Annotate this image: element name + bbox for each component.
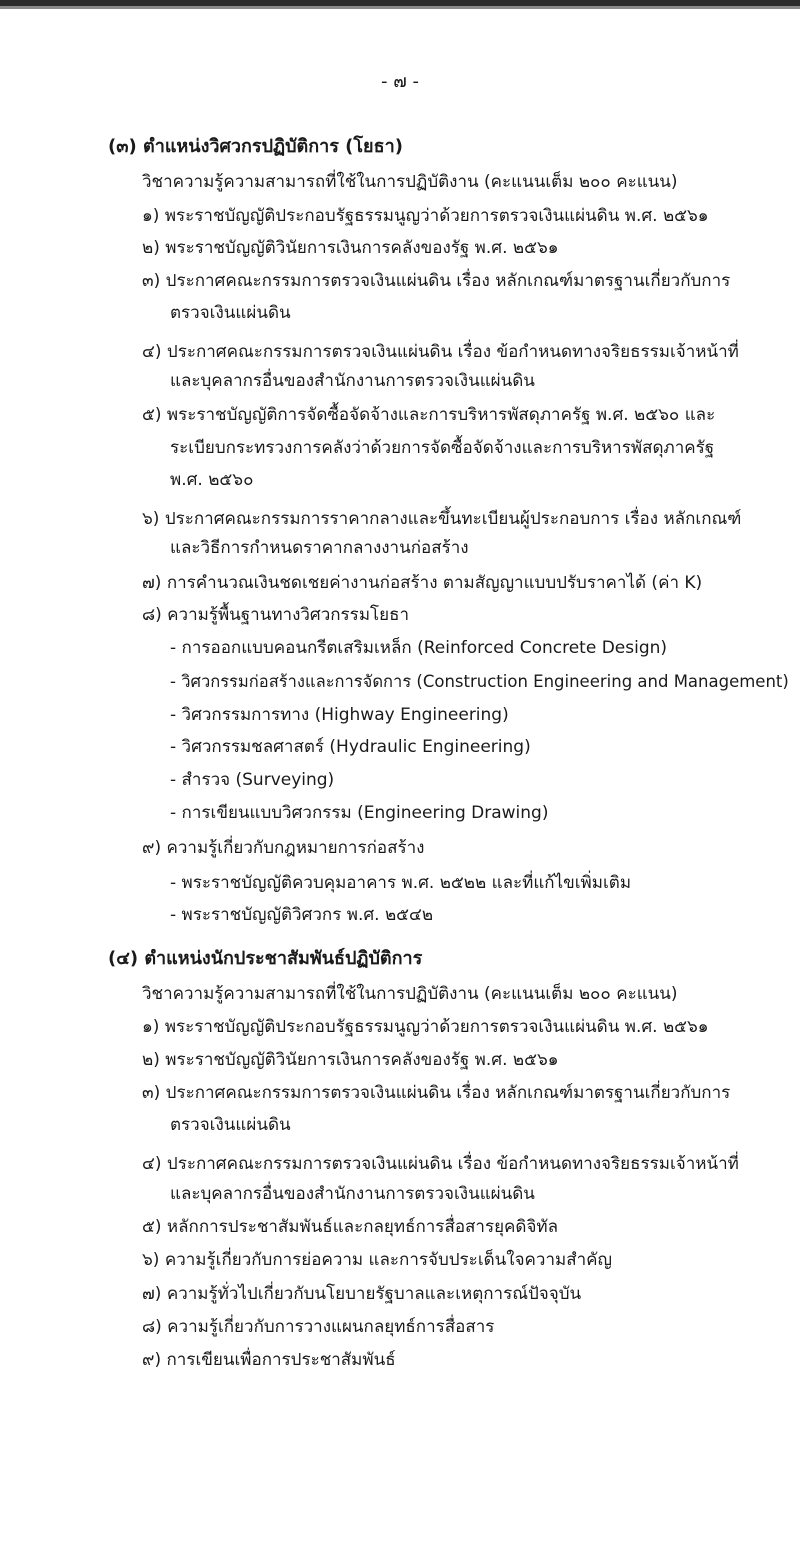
list-item: - พระราชบัญญัติควบคุมอาคาร พ.ศ. ๒๕๒๒ และที่แก้ไขเพิ่มเติม: [170, 873, 632, 893]
list-item: ๕) หลักการประชาสัมพันธ์และกลยุทธ์การสื่อสารยุคดิจิทัล: [142, 1217, 559, 1237]
list-item: ๔) ประกาศคณะกรรมการตรวจเงินแผ่นดิน เรื่อง ข้อกำหนดทางจริยธรรมเจ้าหน้าที่: [142, 342, 739, 362]
section-3-intro: วิชาความรู้ความสามารถที่ใช้ในการปฏิบัติงาน (คะแนนเต็ม ๒๐๐ คะแนน): [142, 172, 678, 192]
list-item: ๘) ความรู้พื้นฐานทางวิศวกรรมโยธา: [142, 605, 410, 625]
list-item: ตรวจเงินแผ่นดิน: [170, 1115, 291, 1135]
list-item: ๔) ประกาศคณะกรรมการตรวจเงินแผ่นดิน เรื่อง ข้อกำหนดทางจริยธรรมเจ้าหน้าที่: [142, 1154, 739, 1174]
list-item: และบุคลากรอื่นของสำนักงานการตรวจเงินแผ่นดิน: [170, 1184, 535, 1204]
list-item: ๙) การเขียนเพื่อการประชาสัมพันธ์: [142, 1350, 396, 1370]
list-item: ๑) พระราชบัญญัติประกอบรัฐธรรมนูญว่าด้วยการตรวจเงินแผ่นดิน พ.ศ. ๒๕๖๑: [142, 1017, 709, 1037]
list-item: - วิศวกรรมการทาง (Highway Engineering): [170, 705, 509, 725]
list-item: ๑) พระราชบัญญัติประกอบรัฐธรรมนูญว่าด้วยการตรวจเงินแผ่นดิน พ.ศ. ๒๕๖๑: [142, 206, 709, 226]
list-item: ๘) ความรู้เกี่ยวกับการวางแผนกลยุทธ์การสื่อสาร: [142, 1317, 495, 1337]
list-item: ๕) พระราชบัญญัติการจัดซื้อจัดจ้างและการบริหารพัสดุภาครัฐ พ.ศ. ๒๕๖๐ และ: [142, 405, 716, 425]
section-4-intro: วิชาความรู้ความสามารถที่ใช้ในการปฏิบัติงาน (คะแนนเต็ม ๒๐๐ คะแนน): [142, 984, 678, 1004]
list-item: ๗) การคำนวณเงินชดเชยค่างานก่อสร้าง ตามสัญญาแบบปรับราคาได้ (ค่า K): [142, 573, 703, 593]
list-item: - วิศวกรรมก่อสร้างและการจัดการ (Construction Engineering and Management): [170, 672, 789, 691]
section-3-heading: (๓) ตำแหน่งวิศวกรปฏิบัติการ (โยธา): [108, 136, 403, 157]
list-item: ระเบียบกระทรวงการคลังว่าด้วยการจัดซื้อจัดจ้างและการบริหารพัสดุภาครัฐ: [170, 438, 715, 458]
section-4-heading: (๔) ตำแหน่งนักประชาสัมพันธ์ปฏิบัติการ: [108, 948, 423, 969]
list-item: และวิธีการกำหนดราคากลางงานก่อสร้าง: [170, 538, 469, 558]
list-item: - วิศวกรรมชลศาสตร์ (Hydraulic Engineering): [170, 737, 531, 757]
list-item: พ.ศ. ๒๕๖๐: [170, 470, 254, 490]
list-item: ตรวจเงินแผ่นดิน: [170, 303, 291, 323]
list-item: ๖) ประกาศคณะกรรมการราคากลางและขึ้นทะเบียนผู้ประกอบการ เรื่อง หลักเกณฑ์: [142, 509, 742, 529]
list-item: ๖) ความรู้เกี่ยวกับการย่อความ และการจับประเด็นใจความสำคัญ: [142, 1250, 612, 1270]
list-item: ๗) ความรู้ทั่วไปเกี่ยวกับนโยบายรัฐบาลและเหตุการณ์ปัจจุบัน: [142, 1284, 582, 1304]
list-item: และบุคลากรอื่นของสำนักงานการตรวจเงินแผ่นดิน: [170, 371, 535, 391]
list-item: ๒) พระราชบัญญัติวินัยการเงินการคลังของรัฐ พ.ศ. ๒๕๖๑: [142, 1050, 559, 1070]
list-item: ๙) ความรู้เกี่ยวกับกฎหมายการก่อสร้าง: [142, 838, 425, 858]
list-item: ๒) พระราชบัญญัติวินัยการเงินการคลังของรัฐ พ.ศ. ๒๕๖๑: [142, 238, 559, 258]
list-item: ๓) ประกาศคณะกรรมการตรวจเงินแผ่นดิน เรื่อง หลักเกณฑ์มาตรฐานเกี่ยวกับการ: [142, 271, 731, 291]
page-number: - ๗ -: [381, 71, 419, 92]
list-item: - พระราชบัญญัติวิศวกร พ.ศ. ๒๕๔๒: [170, 905, 434, 925]
list-item: - การออกแบบคอนกรีตเสริมเหล็ก (Reinforced Concrete Design): [170, 638, 668, 658]
list-item: ๓) ประกาศคณะกรรมการตรวจเงินแผ่นดิน เรื่อง หลักเกณฑ์มาตรฐานเกี่ยวกับการ: [142, 1083, 731, 1103]
scan-top-edge-shadow: [0, 6, 800, 9]
list-item: - สำรวจ (Surveying): [170, 770, 335, 790]
list-item: - การเขียนแบบวิศวกรรม (Engineering Drawing): [170, 803, 549, 823]
